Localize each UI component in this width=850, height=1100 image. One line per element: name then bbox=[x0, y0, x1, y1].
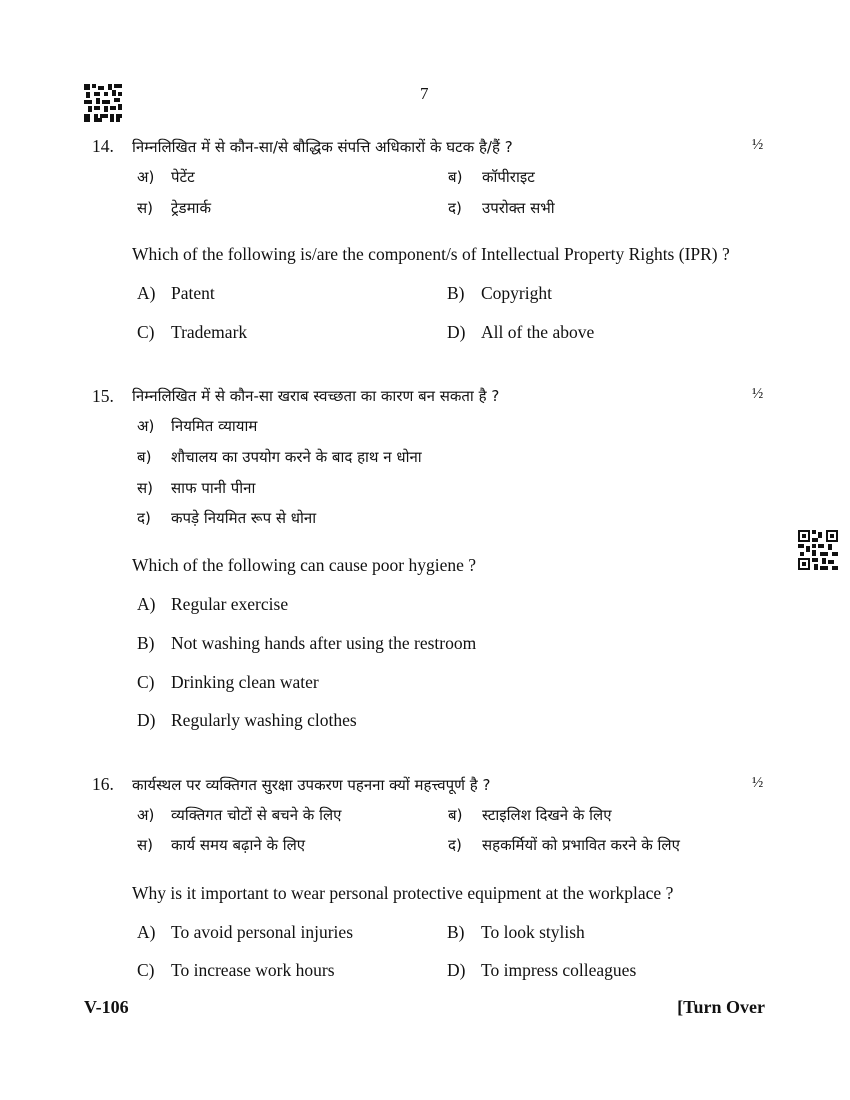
hindi-question-text: कार्यस्थल पर व्यक्तिगत सुरक्षा उपकरण पहनना क्यों महत्त्वपूर्ण है ? bbox=[132, 776, 491, 794]
option-text: नियमित व्यायाम bbox=[171, 417, 258, 435]
option-label: D) bbox=[447, 960, 466, 980]
option-label: स) bbox=[137, 199, 153, 217]
option-label: द) bbox=[448, 199, 462, 217]
question-number: 14. bbox=[92, 136, 114, 156]
option-label: B) bbox=[137, 633, 155, 653]
option-label: A) bbox=[137, 922, 156, 942]
hindi-option bbox=[137, 167, 195, 187]
hindi-question-text: निम्नलिखित में से कौन-सा खराब स्वच्छता का कारण बन सकता है ? bbox=[132, 387, 500, 405]
hindi-option bbox=[448, 198, 555, 218]
option-text: ट्रेडमार्क bbox=[171, 199, 211, 217]
hindi-option bbox=[137, 447, 422, 467]
option-text: कॉपीराइट bbox=[482, 168, 535, 186]
english-option bbox=[137, 322, 247, 343]
english-option bbox=[137, 594, 288, 615]
english-option bbox=[447, 322, 594, 343]
hindi-option bbox=[137, 478, 255, 498]
option-text: To avoid personal injuries bbox=[171, 922, 353, 942]
option-label: द) bbox=[137, 509, 151, 527]
english-question-text: Why is it important to wear personal protective equipment at the workplace ? bbox=[132, 883, 674, 903]
option-label: D) bbox=[447, 322, 466, 342]
option-label: ब) bbox=[448, 806, 463, 824]
option-text: Copyright bbox=[481, 283, 552, 303]
option-text: To impress colleagues bbox=[481, 960, 637, 980]
option-text: Trademark bbox=[171, 322, 248, 342]
option-label: अ) bbox=[137, 417, 155, 435]
option-text: पेटेंट bbox=[171, 168, 195, 186]
option-text: Regularly washing clothes bbox=[171, 710, 357, 730]
page-number: 7 bbox=[420, 84, 429, 103]
hindi-option bbox=[137, 805, 341, 825]
english-option bbox=[447, 283, 552, 304]
english-option bbox=[137, 960, 335, 981]
qr-code-icon bbox=[798, 530, 838, 570]
hindi-option bbox=[448, 835, 680, 855]
option-text: साफ पानी पीना bbox=[171, 479, 256, 497]
option-label: B) bbox=[447, 922, 465, 942]
option-text: सहकर्मियों को प्रभावित करने के लिए bbox=[482, 836, 680, 854]
option-text: Not washing hands after using the restroom bbox=[171, 633, 477, 653]
marks: ½ bbox=[752, 386, 764, 402]
option-label: A) bbox=[137, 283, 156, 303]
option-label: ब) bbox=[448, 168, 463, 186]
option-label: B) bbox=[447, 283, 465, 303]
hindi-option bbox=[137, 416, 257, 436]
option-text: To look stylish bbox=[481, 922, 585, 942]
option-label: C) bbox=[137, 322, 155, 342]
option-label: अ) bbox=[137, 168, 155, 186]
option-text: उपरोक्त सभी bbox=[482, 199, 555, 217]
option-text: शौचालय का उपयोग करने के बाद हाथ न धोना bbox=[171, 448, 422, 466]
question-number: 16. bbox=[92, 774, 114, 794]
option-label: A) bbox=[137, 594, 156, 614]
option-text: स्टाइलिश दिखने के लिए bbox=[482, 806, 612, 824]
option-label: स) bbox=[137, 479, 153, 497]
english-option bbox=[137, 922, 353, 943]
marks: ½ bbox=[752, 137, 764, 153]
option-text: कपड़े नियमित रूप से धोना bbox=[171, 509, 317, 527]
english-option bbox=[137, 283, 215, 304]
english-question-text: Which of the following is/are the component/s of Intellectual Property Rights (IPR) ? bbox=[132, 244, 730, 264]
marks: ½ bbox=[752, 775, 764, 791]
option-text: Patent bbox=[171, 283, 215, 303]
option-text: कार्य समय बढ़ाने के लिए bbox=[171, 836, 306, 854]
english-option bbox=[447, 922, 585, 943]
option-text: Drinking clean water bbox=[171, 672, 319, 692]
option-label: C) bbox=[137, 960, 155, 980]
english-option bbox=[137, 710, 357, 731]
hindi-option bbox=[137, 198, 211, 218]
barcode-icon bbox=[84, 84, 122, 122]
option-label: ब) bbox=[137, 448, 152, 466]
option-text: व्यक्तिगत चोटों से बचने के लिए bbox=[171, 806, 342, 824]
option-text: All of the above bbox=[481, 322, 595, 342]
hindi-option bbox=[137, 835, 305, 855]
option-label: D) bbox=[137, 710, 156, 730]
english-question-text: Which of the following can cause poor hygiene ? bbox=[132, 555, 477, 575]
question-number: 15. bbox=[92, 386, 114, 406]
hindi-question-text: निम्नलिखित में से कौन-सा/से बौद्धिक संपत्ति अधिकारों के घटक है/हैं ? bbox=[132, 138, 513, 156]
option-label: अ) bbox=[137, 806, 155, 824]
option-label: C) bbox=[137, 672, 155, 692]
english-option bbox=[137, 672, 319, 693]
option-text: Regular exercise bbox=[171, 594, 289, 614]
english-option bbox=[137, 633, 476, 654]
option-text: To increase work hours bbox=[171, 960, 335, 980]
hindi-option bbox=[137, 508, 316, 528]
option-label: द) bbox=[448, 836, 462, 854]
turn-over-label: [Turn Over bbox=[677, 997, 765, 1017]
paper-code: V-106 bbox=[84, 997, 129, 1017]
option-label: स) bbox=[137, 836, 153, 854]
hindi-option bbox=[448, 805, 612, 825]
english-option bbox=[447, 960, 636, 981]
hindi-option bbox=[448, 167, 535, 187]
